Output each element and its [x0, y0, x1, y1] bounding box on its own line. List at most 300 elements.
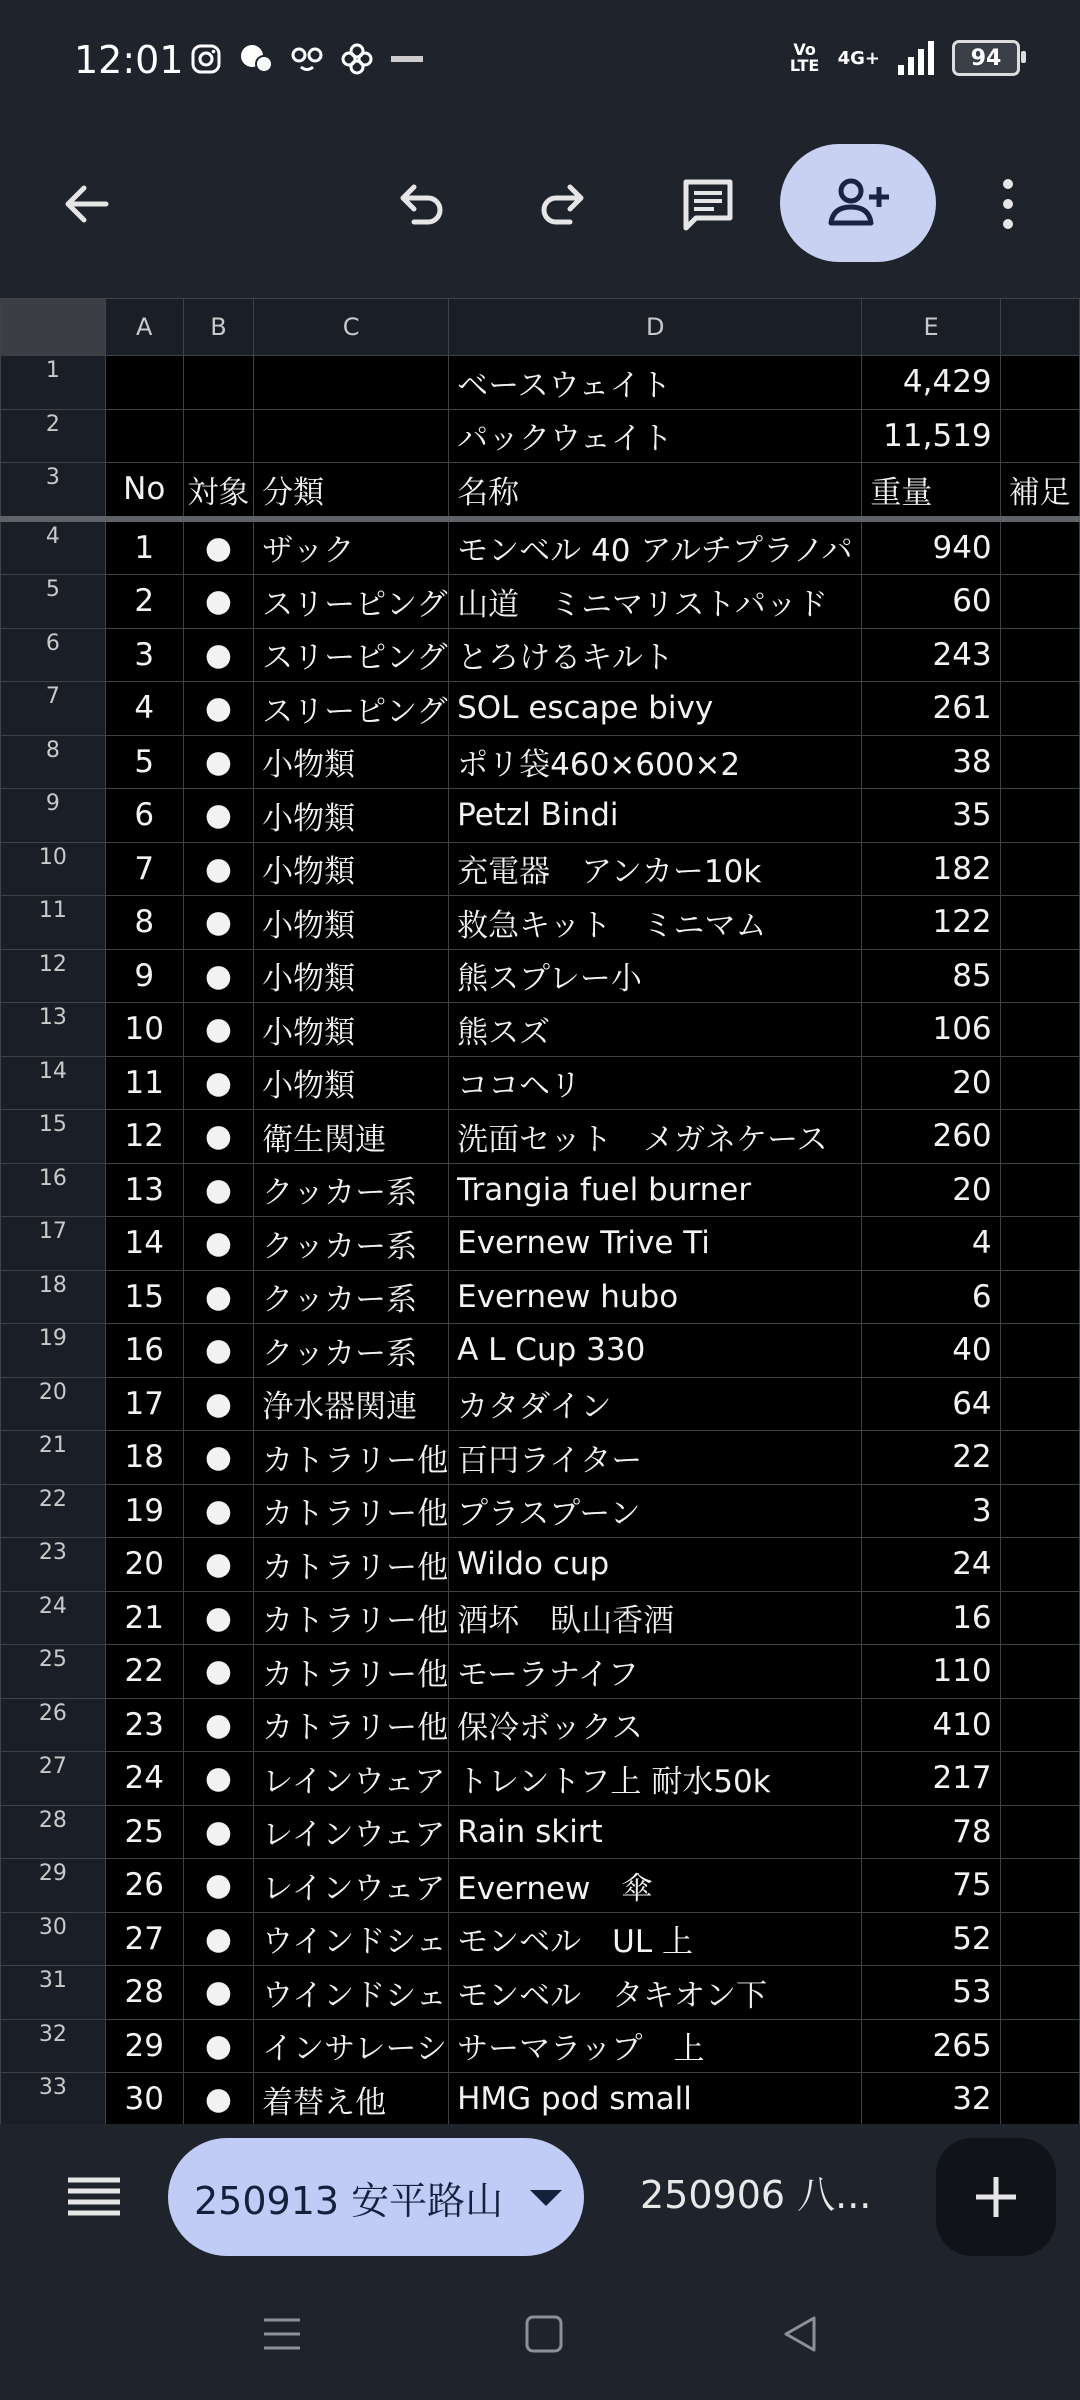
- row-header[interactable]: 24: [1, 1591, 106, 1645]
- cell-d[interactable]: プラスプーン: [449, 1484, 862, 1538]
- cell-e[interactable]: 38: [862, 735, 1000, 789]
- cell-d[interactable]: カタダイン: [449, 1377, 862, 1431]
- table-row: [1, 519, 1080, 575]
- cell-b[interactable]: ●: [183, 1645, 253, 1699]
- cell-c[interactable]: [254, 356, 449, 410]
- cell-f[interactable]: [1000, 1003, 1079, 1057]
- cell-a[interactable]: 23: [105, 1698, 183, 1752]
- cell-c[interactable]: 小物類: [254, 896, 449, 950]
- cell-f[interactable]: [1000, 1698, 1079, 1752]
- cell-a[interactable]: 29: [105, 2019, 183, 2073]
- cell-b[interactable]: ●: [183, 1805, 253, 1859]
- cell-e[interactable]: 85: [862, 949, 1000, 1003]
- cell-f[interactable]: [1000, 356, 1079, 410]
- cell-a[interactable]: [105, 356, 183, 410]
- cell-f[interactable]: [1000, 1645, 1079, 1699]
- cell-c[interactable]: クッカー系: [254, 1163, 449, 1217]
- cell-f[interactable]: [1000, 1484, 1079, 1538]
- cell-b[interactable]: ●: [183, 628, 253, 682]
- cell-e[interactable]: 24: [862, 1538, 1000, 1592]
- cell-b[interactable]: ●: [183, 1163, 253, 1217]
- cell-f[interactable]: [1000, 1966, 1079, 2020]
- cell-a[interactable]: 7: [105, 842, 183, 896]
- table-row: [1, 1805, 1080, 1859]
- back-nav-button[interactable]: [780, 2314, 820, 2358]
- row-header[interactable]: 32: [1, 2019, 106, 2073]
- cell-b[interactable]: ●: [183, 1270, 253, 1324]
- cell-d[interactable]: モンベル タキオン下: [449, 1966, 862, 2020]
- cell-a[interactable]: 18: [105, 1431, 183, 1485]
- cell-c[interactable]: 浄水器関連: [254, 1377, 449, 1431]
- cell-d[interactable]: HMG pod small: [449, 2073, 862, 2127]
- cell-c[interactable]: カトラリー他: [254, 1538, 449, 1592]
- cell-f[interactable]: [1000, 575, 1079, 629]
- cell-e[interactable]: 64: [862, 1377, 1000, 1431]
- cell-b[interactable]: ●: [183, 1966, 253, 2020]
- cell-a[interactable]: 22: [105, 1645, 183, 1699]
- cell-b[interactable]: ●: [183, 1003, 253, 1057]
- cell-b[interactable]: ●: [183, 1377, 253, 1431]
- row-header[interactable]: 1: [1, 356, 106, 410]
- cell-d[interactable]: Evernew hubo: [449, 1270, 862, 1324]
- cell-f[interactable]: [1000, 789, 1079, 843]
- cell-e[interactable]: 110: [862, 1645, 1000, 1699]
- cell-b[interactable]: ●: [183, 1591, 253, 1645]
- row-header[interactable]: 29: [1, 1859, 106, 1913]
- select-all-corner[interactable]: [1, 299, 106, 356]
- cell-f[interactable]: [1000, 1752, 1079, 1806]
- add-sheet-button[interactable]: [936, 2138, 1056, 2256]
- pinwheel-icon: [340, 42, 374, 76]
- table-row: [1, 628, 1080, 682]
- cell-d[interactable]: 救急キット ミニマム: [449, 896, 862, 950]
- cell-f[interactable]: [1000, 1912, 1079, 1966]
- cell-b[interactable]: ●: [183, 949, 253, 1003]
- cell-e[interactable]: 260: [862, 1110, 1000, 1164]
- row-header[interactable]: 21: [1, 1431, 106, 1485]
- cell-d[interactable]: ポリ袋460×600×2: [449, 735, 862, 789]
- row-header[interactable]: 33: [1, 2073, 106, 2127]
- row-header[interactable]: 8: [1, 735, 106, 789]
- cell-a[interactable]: 1: [105, 519, 183, 575]
- comments-button[interactable]: [668, 164, 748, 244]
- cell-a[interactable]: 6: [105, 789, 183, 843]
- cell-d[interactable]: Trangia fuel burner: [449, 1163, 862, 1217]
- cell-a[interactable]: 4: [105, 682, 183, 736]
- cell-c[interactable]: 小物類: [254, 949, 449, 1003]
- row-header[interactable]: 5: [1, 575, 106, 629]
- cell-f[interactable]: [1000, 1270, 1079, 1324]
- cell-d[interactable]: とろけるキルト: [449, 628, 862, 682]
- cell-c[interactable]: 小物類: [254, 789, 449, 843]
- comment-icon: [678, 174, 738, 234]
- back-button[interactable]: [46, 164, 126, 244]
- cell-c[interactable]: レインウェア: [254, 1805, 449, 1859]
- cell-b[interactable]: ●: [183, 1484, 253, 1538]
- redo-icon: [536, 176, 592, 232]
- cell-a[interactable]: 2: [105, 575, 183, 629]
- column-header-a[interactable]: A: [105, 299, 183, 356]
- column-header-e[interactable]: E: [862, 299, 1000, 356]
- cell-f[interactable]: [1000, 1163, 1079, 1217]
- cell-e[interactable]: 6: [862, 1270, 1000, 1324]
- table-row: [1, 463, 1080, 519]
- cell-d[interactable]: A L Cup 330: [449, 1324, 862, 1378]
- cell-a[interactable]: [105, 409, 183, 463]
- cell-a[interactable]: 14: [105, 1217, 183, 1271]
- cell-c[interactable]: ザック: [254, 519, 449, 575]
- table-row: [1, 1538, 1080, 1592]
- cell-a[interactable]: 3: [105, 628, 183, 682]
- cell-d[interactable]: 名称: [449, 463, 862, 519]
- cell-b[interactable]: ●: [183, 1110, 253, 1164]
- cell-d[interactable]: 保冷ボックス: [449, 1698, 862, 1752]
- cell-f[interactable]: [1000, 735, 1079, 789]
- cell-a[interactable]: No: [105, 463, 183, 519]
- small-app-icon: [390, 53, 424, 65]
- cell-f[interactable]: [1000, 519, 1079, 575]
- cell-c[interactable]: ウインドシェ: [254, 1912, 449, 1966]
- row-header[interactable]: 2: [1, 409, 106, 463]
- cell-f[interactable]: [1000, 1056, 1079, 1110]
- cell-f[interactable]: [1000, 1110, 1079, 1164]
- cell-e[interactable]: 940: [862, 519, 1000, 575]
- cell-c[interactable]: クッカー系: [254, 1270, 449, 1324]
- cell-a[interactable]: 24: [105, 1752, 183, 1806]
- row-header[interactable]: 18: [1, 1270, 106, 1324]
- cell-a[interactable]: 11: [105, 1056, 183, 1110]
- cell-a[interactable]: 26: [105, 1859, 183, 1913]
- row-header[interactable]: 16: [1, 1163, 106, 1217]
- row-header[interactable]: 15: [1, 1110, 106, 1164]
- cell-a[interactable]: 17: [105, 1377, 183, 1431]
- cell-e[interactable]: 53: [862, 1966, 1000, 2020]
- cell-d[interactable]: ベースウェイト: [449, 356, 862, 410]
- cell-e[interactable]: 4,429: [862, 356, 1000, 410]
- chevron-down-icon[interactable]: [530, 2190, 562, 2206]
- cell-e[interactable]: 35: [862, 789, 1000, 843]
- row-header[interactable]: 26: [1, 1698, 106, 1752]
- more-options-button[interactable]: [968, 164, 1048, 244]
- cell-b[interactable]: ●: [183, 2019, 253, 2073]
- row-header[interactable]: 27: [1, 1752, 106, 1806]
- cell-b[interactable]: [183, 356, 253, 410]
- cell-d[interactable]: モーラナイフ: [449, 1645, 862, 1699]
- sheet-tab-active[interactable]: [168, 2138, 584, 2256]
- cell-a[interactable]: 25: [105, 1805, 183, 1859]
- cell-d[interactable]: Petzl Bindi: [449, 789, 862, 843]
- cell-a[interactable]: 20: [105, 1538, 183, 1592]
- cell-c[interactable]: クッカー系: [254, 1324, 449, 1378]
- sheet-table: [0, 298, 1080, 2180]
- cell-f[interactable]: [1000, 2073, 1079, 2127]
- cell-e[interactable]: 22: [862, 1431, 1000, 1485]
- cell-b[interactable]: ●: [183, 789, 253, 843]
- cell-a[interactable]: 21: [105, 1591, 183, 1645]
- cell-b[interactable]: ●: [183, 896, 253, 950]
- cell-e[interactable]: 265: [862, 2019, 1000, 2073]
- cell-a[interactable]: 28: [105, 1966, 183, 2020]
- row-header[interactable]: 31: [1, 1966, 106, 2020]
- cell-f[interactable]: [1000, 1217, 1079, 1271]
- cell-f[interactable]: [1000, 1591, 1079, 1645]
- row-header[interactable]: 17: [1, 1217, 106, 1271]
- cell-c[interactable]: レインウェア: [254, 1752, 449, 1806]
- cell-d[interactable]: サーマラップ 上: [449, 2019, 862, 2073]
- cell-f[interactable]: [1000, 842, 1079, 896]
- cell-c[interactable]: 分類: [254, 463, 449, 519]
- all-sheets-button[interactable]: [66, 2176, 122, 2224]
- cell-b[interactable]: ●: [183, 1217, 253, 1271]
- cell-c[interactable]: カトラリー他: [254, 1431, 449, 1485]
- cell-b[interactable]: ●: [183, 1056, 253, 1110]
- cell-f[interactable]: [1000, 896, 1079, 950]
- row-header[interactable]: 30: [1, 1912, 106, 1966]
- cell-b[interactable]: ●: [183, 1324, 253, 1378]
- cell-b[interactable]: ●: [183, 2073, 253, 2127]
- cell-e[interactable]: 75: [862, 1859, 1000, 1913]
- cell-e[interactable]: 16: [862, 1591, 1000, 1645]
- cell-e[interactable]: 217: [862, 1752, 1000, 1806]
- table-row: [1, 575, 1080, 629]
- list-menu-icon: [66, 2176, 122, 2220]
- table-row: [1, 1377, 1080, 1431]
- cell-c[interactable]: クッカー系: [254, 1217, 449, 1271]
- cell-e[interactable]: 122: [862, 896, 1000, 950]
- add-person-icon: [825, 175, 891, 231]
- cell-a[interactable]: 13: [105, 1163, 183, 1217]
- table-row: [1, 1591, 1080, 1645]
- redo-button[interactable]: [524, 164, 604, 244]
- share-button[interactable]: [780, 144, 936, 262]
- table-row: [1, 1217, 1080, 1271]
- cell-e[interactable]: 261: [862, 682, 1000, 736]
- cell-d[interactable]: パックウェイト: [449, 409, 862, 463]
- table-row: [1, 1484, 1080, 1538]
- table-row: [1, 949, 1080, 1003]
- cell-b[interactable]: ●: [183, 519, 253, 575]
- row-header[interactable]: 25: [1, 1645, 106, 1699]
- cell-b[interactable]: ●: [183, 842, 253, 896]
- recents-button[interactable]: [262, 2316, 302, 2356]
- cell-e[interactable]: 11,519: [862, 409, 1000, 463]
- cell-f[interactable]: 補足: [1000, 463, 1079, 519]
- row-header[interactable]: 3: [1, 463, 106, 519]
- row-header[interactable]: 12: [1, 949, 106, 1003]
- table-row: [1, 1431, 1080, 1485]
- cell-c[interactable]: 小物類: [254, 1003, 449, 1057]
- table-row: [1, 1270, 1080, 1324]
- cell-a[interactable]: 16: [105, 1324, 183, 1378]
- cell-e[interactable]: 3: [862, 1484, 1000, 1538]
- cell-f[interactable]: [1000, 628, 1079, 682]
- cell-c[interactable]: インサレーシ: [254, 2019, 449, 2073]
- plus-icon: [972, 2173, 1020, 2221]
- cell-f[interactable]: [1000, 949, 1079, 1003]
- row-header[interactable]: 20: [1, 1377, 106, 1431]
- cell-b[interactable]: ●: [183, 682, 253, 736]
- cell-f[interactable]: [1000, 409, 1079, 463]
- cell-a[interactable]: 30: [105, 2073, 183, 2127]
- row-header[interactable]: 22: [1, 1484, 106, 1538]
- table-row: [1, 356, 1080, 410]
- cell-f[interactable]: [1000, 2019, 1079, 2073]
- cell-d[interactable]: 百円ライター: [449, 1431, 862, 1485]
- cell-d[interactable]: モンベル UL 上: [449, 1912, 862, 1966]
- cell-b[interactable]: ●: [183, 1538, 253, 1592]
- cell-d[interactable]: 熊スプレー小: [449, 949, 862, 1003]
- cell-c[interactable]: レインウェア: [254, 1859, 449, 1913]
- cell-b[interactable]: [183, 409, 253, 463]
- cell-c[interactable]: カトラリー他: [254, 1591, 449, 1645]
- column-header-d[interactable]: D: [449, 299, 862, 356]
- undo-icon: [392, 176, 448, 232]
- table-row: [1, 2073, 1080, 2127]
- row-header[interactable]: 13: [1, 1003, 106, 1057]
- system-nav-bar: [0, 2270, 1080, 2400]
- cell-c[interactable]: スリーピング: [254, 628, 449, 682]
- cell-e[interactable]: 重量: [862, 463, 1000, 519]
- cell-c[interactable]: 着替え他: [254, 2073, 449, 2127]
- cell-c[interactable]: カトラリー他: [254, 1645, 449, 1699]
- table-row: [1, 1003, 1080, 1057]
- table-row: [1, 896, 1080, 950]
- cell-c[interactable]: 衛生関連: [254, 1110, 449, 1164]
- row-header[interactable]: 4: [1, 519, 106, 575]
- cell-c[interactable]: [254, 409, 449, 463]
- cell-b[interactable]: ●: [183, 575, 253, 629]
- cell-e[interactable]: 78: [862, 1805, 1000, 1859]
- sheet-tab-other[interactable]: 250906 八...: [640, 2173, 872, 2217]
- cell-e[interactable]: 20: [862, 1163, 1000, 1217]
- cell-a[interactable]: 15: [105, 1270, 183, 1324]
- column-header-b[interactable]: B: [183, 299, 253, 356]
- cell-d[interactable]: 酒坏 臥山香酒: [449, 1591, 862, 1645]
- back-triangle-icon: [780, 2314, 820, 2354]
- cell-f[interactable]: [1000, 1538, 1079, 1592]
- cell-d[interactable]: Wildo cup: [449, 1538, 862, 1592]
- cell-f[interactable]: [1000, 1859, 1079, 1913]
- back-arrow-icon: [58, 176, 114, 232]
- cell-d[interactable]: SOL escape bivy: [449, 682, 862, 736]
- cell-b[interactable]: 対象: [183, 463, 253, 519]
- cell-b[interactable]: ●: [183, 1859, 253, 1913]
- cell-a[interactable]: 5: [105, 735, 183, 789]
- cell-f[interactable]: [1000, 1805, 1079, 1859]
- table-row: [1, 1859, 1080, 1913]
- cell-d[interactable]: モンベル 40 アルチプラノパ: [449, 519, 862, 575]
- cell-c[interactable]: ウインドシェ: [254, 1966, 449, 2020]
- cell-b[interactable]: ●: [183, 1752, 253, 1806]
- cell-c[interactable]: 小物類: [254, 842, 449, 896]
- cell-c[interactable]: スリーピング: [254, 575, 449, 629]
- row-header[interactable]: 7: [1, 682, 106, 736]
- table-row: [1, 735, 1080, 789]
- cell-d[interactable]: 洗面セット メガネケース: [449, 1110, 862, 1164]
- cell-e[interactable]: 182: [862, 842, 1000, 896]
- cell-c[interactable]: 小物類: [254, 735, 449, 789]
- cell-e[interactable]: 32: [862, 2073, 1000, 2127]
- cell-b[interactable]: ●: [183, 735, 253, 789]
- cell-b[interactable]: ●: [183, 1912, 253, 1966]
- cell-c[interactable]: カトラリー他: [254, 1698, 449, 1752]
- cell-f[interactable]: [1000, 1377, 1079, 1431]
- row-header[interactable]: 28: [1, 1805, 106, 1859]
- row-header[interactable]: 11: [1, 896, 106, 950]
- cell-a[interactable]: 19: [105, 1484, 183, 1538]
- row-header[interactable]: 14: [1, 1056, 106, 1110]
- table-row: [1, 1752, 1080, 1806]
- row-header[interactable]: 19: [1, 1324, 106, 1378]
- column-header-f[interactable]: [1000, 299, 1079, 356]
- cell-d[interactable]: Evernew 傘: [449, 1859, 862, 1913]
- spreadsheet-grid[interactable]: [0, 298, 1080, 2124]
- cell-d[interactable]: 山道 ミニマリストパッド: [449, 575, 862, 629]
- cell-e[interactable]: 106: [862, 1003, 1000, 1057]
- cell-d[interactable]: トレントフ上 耐水50k: [449, 1752, 862, 1806]
- cell-e[interactable]: 40: [862, 1324, 1000, 1378]
- cell-e[interactable]: 20: [862, 1056, 1000, 1110]
- cell-d[interactable]: ココヘリ: [449, 1056, 862, 1110]
- cell-c[interactable]: カトラリー他: [254, 1484, 449, 1538]
- table-row: [1, 1110, 1080, 1164]
- cell-e[interactable]: 4: [862, 1217, 1000, 1271]
- home-square-icon: [524, 2314, 564, 2354]
- cell-f[interactable]: [1000, 1324, 1079, 1378]
- status-bar: [0, 0, 1080, 120]
- recents-lines-icon: [262, 2316, 302, 2352]
- cell-a[interactable]: 9: [105, 949, 183, 1003]
- cell-b[interactable]: ●: [183, 1431, 253, 1485]
- home-button[interactable]: [524, 2314, 564, 2358]
- table-row: [1, 1912, 1080, 1966]
- cell-a[interactable]: 27: [105, 1912, 183, 1966]
- row-header[interactable]: 9: [1, 789, 106, 843]
- cell-a[interactable]: 8: [105, 896, 183, 950]
- table-row: [1, 1163, 1080, 1217]
- cell-d[interactable]: Evernew Trive Ti: [449, 1217, 862, 1271]
- row-header[interactable]: 23: [1, 1538, 106, 1592]
- cell-d[interactable]: 熊スズ: [449, 1003, 862, 1057]
- battery-level: 94: [970, 45, 1002, 71]
- system-status: [790, 40, 1020, 76]
- cell-e[interactable]: 52: [862, 1912, 1000, 1966]
- row-header[interactable]: 10: [1, 842, 106, 896]
- cell-f[interactable]: [1000, 682, 1079, 736]
- table-row: [1, 682, 1080, 736]
- cell-a[interactable]: 12: [105, 1110, 183, 1164]
- cell-d[interactable]: Rain skirt: [449, 1805, 862, 1859]
- cell-c[interactable]: 小物類: [254, 1056, 449, 1110]
- app-icon: [290, 45, 324, 73]
- undo-button[interactable]: [380, 164, 460, 244]
- table-row: [1, 2019, 1080, 2073]
- cell-b[interactable]: ●: [183, 1698, 253, 1752]
- row-header[interactable]: 6: [1, 628, 106, 682]
- cell-e[interactable]: 60: [862, 575, 1000, 629]
- cell-e[interactable]: 243: [862, 628, 1000, 682]
- cell-f[interactable]: [1000, 1431, 1079, 1485]
- cell-d[interactable]: 充電器 アンカー10k: [449, 842, 862, 896]
- table-row: [1, 1324, 1080, 1378]
- cell-c[interactable]: スリーピング: [254, 682, 449, 736]
- cell-e[interactable]: 410: [862, 1698, 1000, 1752]
- table-row: [1, 409, 1080, 463]
- column-header-c[interactable]: C: [254, 299, 449, 356]
- cell-a[interactable]: 10: [105, 1003, 183, 1057]
- column-header-row: [1, 299, 1080, 356]
- sheet-tab-active-label: 250913 安平路山: [194, 2178, 504, 2223]
